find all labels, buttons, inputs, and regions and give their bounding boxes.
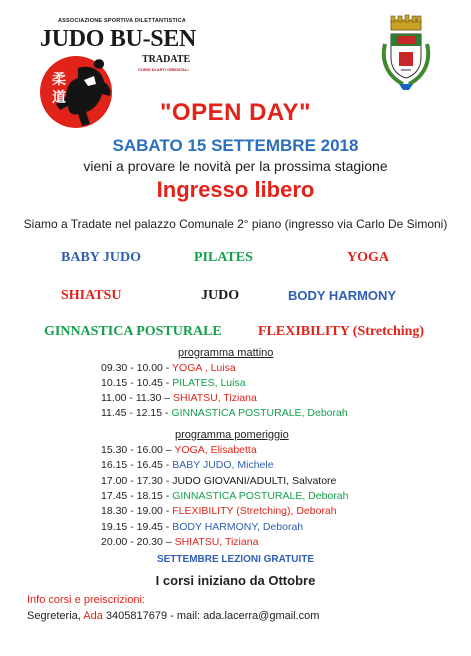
schedule-teacher: Tiziana — [224, 535, 259, 548]
contact-prefix: Segreteria, — [27, 610, 81, 622]
activity-pilates: PILATES — [194, 250, 253, 265]
activity-body-harmony: BODY HARMONY — [288, 288, 397, 303]
schedule-activity: BODY HARMONY, — [172, 520, 260, 533]
schedule-row — [101, 536, 258, 548]
schedule-time: 20.00 - 20.30 – — [101, 535, 172, 548]
kanji-do: 道 — [52, 89, 66, 105]
activity-yoga: YOGA — [347, 250, 389, 265]
activity-baby-judo: BABY JUDO — [61, 250, 141, 265]
schedule-time: 17.45 - 18.15 - — [101, 489, 170, 502]
activity-flexibility: FLEXIBILITY (Stretching) — [258, 324, 425, 339]
morning-heading: programma mattino — [178, 347, 274, 359]
municipal-crest-icon — [379, 14, 433, 94]
invite-text: vieni a provare le novità per la prossima stagione — [83, 158, 388, 174]
schedule-row — [101, 521, 303, 533]
schedule-activity: SHIATSU, — [174, 535, 223, 548]
schedule-activity: JUDO GIOVANI/ADULTI, — [172, 474, 290, 487]
schedule-time: 16.15 - 16.45 - — [101, 459, 170, 472]
schedule-row — [101, 459, 274, 471]
location-text: Siamo a Tradate nel palazzo Comunale 2° piano (ingresso via Carlo De Simoni) — [23, 217, 448, 231]
schedule-time: 10.15 - 10.45 - — [101, 377, 170, 389]
schedule-row — [101, 377, 246, 389]
afternoon-heading: programma pomeriggio — [175, 429, 289, 441]
schedule-teacher: Deborah — [308, 489, 349, 502]
schedule-activity: FLEXIBILITY — [172, 505, 234, 518]
schedule-row — [101, 362, 236, 374]
schedule-time: 18.30 - 19.00 - — [101, 505, 170, 518]
schedule-teacher: Luisa — [220, 377, 246, 389]
logo-subtitle: CORSI DI ARTI ORIENTALI — [138, 67, 189, 72]
schedule-row — [101, 392, 257, 404]
kanji-ju: 柔 — [52, 71, 66, 87]
schedule-teacher: Deborah — [262, 520, 304, 533]
schedule-row — [101, 475, 336, 487]
schedule-activity: BABY JUDO, — [172, 459, 235, 472]
schedule-activity: PILATES, — [172, 377, 218, 389]
schedule-time: 15.30 - 16.00 – — [101, 444, 172, 456]
schedule-teacher: Tiziana — [223, 392, 257, 404]
schedule-time: 09.30 - 10.00 - — [101, 362, 170, 374]
schedule-teacher: Salvatore — [292, 474, 337, 487]
schedule-time: 17.00 - 17.30 - — [101, 474, 170, 487]
contact-details[interactable]: 3405817679 - mail: ada.lacerra@gmail.com — [105, 610, 320, 622]
schedule-teacher: Deborah — [307, 407, 348, 419]
activity-shiatsu: SHIATSU — [61, 288, 122, 303]
event-date: SABATO 15 SETTEMBRE 2018 — [112, 136, 359, 155]
schedule-row — [101, 490, 348, 502]
schedule-row — [101, 444, 257, 456]
info-heading: Info corsi e preiscrizioni: — [27, 594, 145, 606]
schedule-activity: GINNASTICA POSTURALE, — [171, 407, 305, 419]
schedule-teacher: Luisa — [210, 362, 236, 374]
schedule-teacher: (Stretching), Deborah — [236, 505, 337, 518]
courses-start: I corsi iniziano da Ottobre — [155, 573, 316, 588]
contact-line — [27, 610, 319, 622]
schedule-time: 11.45 - 12.15 - — [101, 407, 169, 419]
logo-title: JUDO BU-SEN — [40, 26, 197, 52]
activity-judo: JUDO — [201, 288, 240, 303]
contact-name: Ada — [83, 610, 103, 622]
schedule-row — [101, 407, 348, 419]
open-day-title: "OPEN DAY" — [160, 99, 311, 126]
schedule-activity: YOGA, — [174, 444, 208, 456]
schedule-time: 11.00 - 11.30 – — [101, 392, 171, 404]
schedule-activity: GINNASTICA POSTURALE, — [172, 489, 306, 502]
schedule-teacher: Elisabetta — [210, 444, 257, 456]
schedule-activity: SHIATSU, — [173, 392, 221, 404]
logo-city: TRADATE — [142, 54, 191, 65]
schedule-time: 19.15 - 19.45 - — [101, 520, 170, 533]
entry-free: Ingresso libero — [156, 177, 315, 202]
activity-ginnastica-posturale: GINNASTICA POSTURALE — [44, 324, 222, 339]
logo-association: ASSOCIAZIONE SPORTIVA DILETTANTISTICA — [58, 18, 186, 24]
schedule-teacher: Michele — [237, 459, 274, 472]
schedule-activity: YOGA , — [172, 362, 208, 374]
free-lessons-notice: SETTEMBRE LEZIONI GRATUITE — [156, 554, 315, 565]
schedule-row — [101, 505, 337, 517]
